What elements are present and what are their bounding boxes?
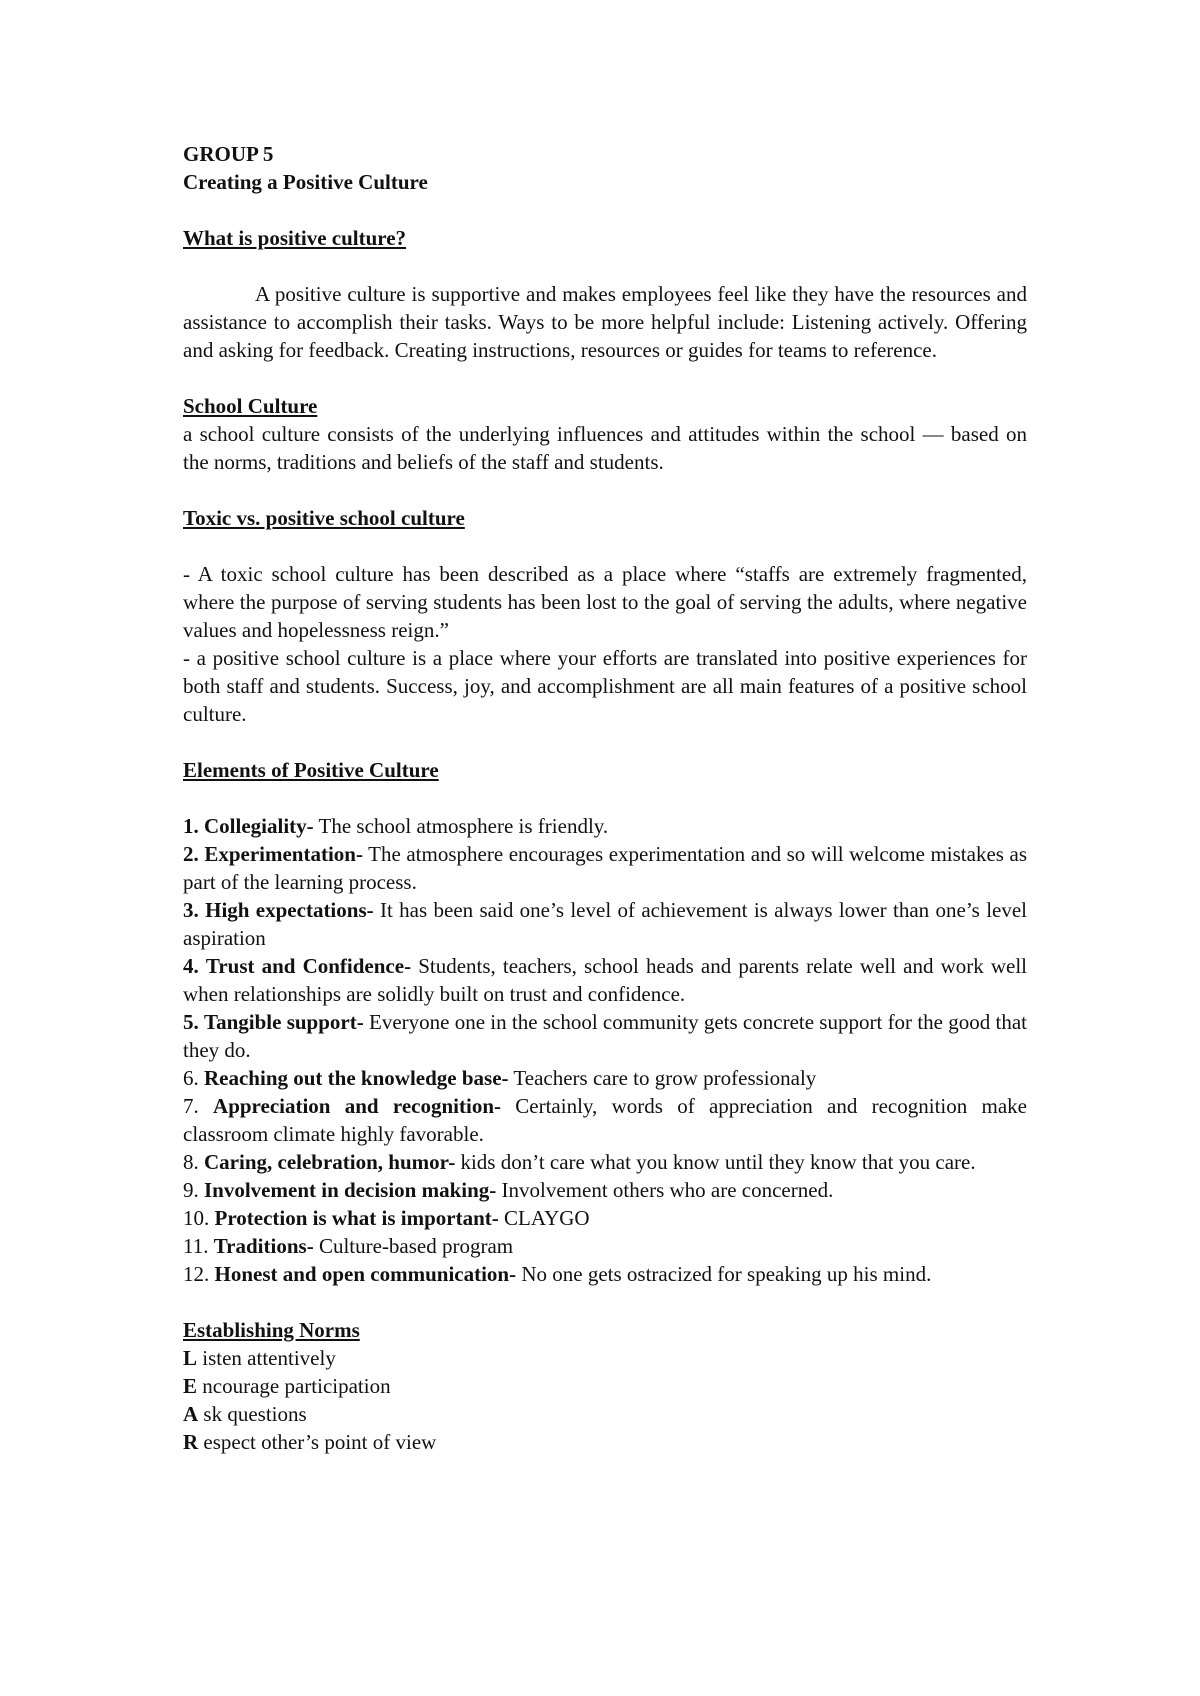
list-item: 9. Involvement in decision making- Involvement others who are concerned. (183, 1178, 834, 1202)
list-item: 11. Traditions- Culture-based program (183, 1234, 514, 1258)
heading-elements: Elements of Positive Culture (183, 758, 439, 782)
heading-toxic-vs-positive: Toxic vs. positive school culture (183, 506, 465, 530)
elements-list (183, 812, 1027, 1288)
list-item: 7. Appreciation and recognition- Certainly, words of appreciation and recognition make classroom climate highly favorable. (183, 1094, 1028, 1146)
list-item: 12. Honest and open communication- No one gets ostracized for speaking up his mind. (183, 1262, 932, 1286)
list-item: 8. Caring, celebration, humor- kids don’t care what you know until they know that you care. (183, 1150, 976, 1174)
norms-list (183, 1344, 1027, 1456)
list-item: 4. Trust and Confidence- Students, teachers, school heads and parents relate well and work well when relationships are solidly built on trust and confidence. (183, 954, 1027, 1006)
positive-school-culture-paragraph: - a positive school culture is a place where your efforts are translated into positive experiences for both staff and students. Success, joy, and accomplishment are all main features of a positive school culture. (183, 646, 1027, 726)
positive-culture-paragraph: A positive culture is supportive and makes employees feel like they have the resources and assistance to accomplish their tasks. Ways to be more helpful include: Listening actively. Offering and asking for feedback. Creating instructions, resources or guides for teams to reference. (183, 282, 1027, 362)
list-item: 3. High expectations- It has been said one’s level of achievement is always lower than one’s level aspiration (183, 898, 1028, 950)
group-label: GROUP 5 (183, 142, 274, 166)
heading-positive-culture: What is positive culture? (183, 226, 407, 250)
list-item: 1. Collegiality- The school atmosphere is friendly. (183, 814, 609, 838)
list-item: R espect other’s point of view (183, 1430, 437, 1454)
list-item: 6. Reaching out the knowledge base- Teachers care to grow professionaly (183, 1066, 817, 1090)
list-item: A sk questions (183, 1402, 307, 1426)
school-culture-paragraph: a school culture consists of the underlying influences and attitudes within the school — based on the norms, traditions and beliefs of the staff and students. (183, 422, 1027, 474)
document-title: Creating a Positive Culture (183, 170, 428, 194)
heading-establishing-norms: Establishing Norms (183, 1318, 360, 1342)
list-item: 2. Experimentation- The atmosphere encourages experimentation and so will welcome mistakes as part of the learning process. (183, 842, 1027, 894)
toxic-culture-paragraph: - A toxic school culture has been described as a place where “staffs are extremely fragmented, where the purpose of serving students has been lost to the goal of serving the adults, where negative values and hopelessness reign.” (183, 562, 1027, 642)
list-item: E ncourage participation (183, 1374, 391, 1398)
heading-school-culture: School Culture (183, 394, 318, 418)
list-item: L isten attentively (183, 1346, 336, 1370)
list-item: 5. Tangible support- Everyone one in the school community gets concrete support for the good that they do. (183, 1010, 1027, 1062)
list-item: 10. Protection is what is important- CLAYGO (183, 1206, 590, 1230)
document-page (183, 140, 1027, 1456)
